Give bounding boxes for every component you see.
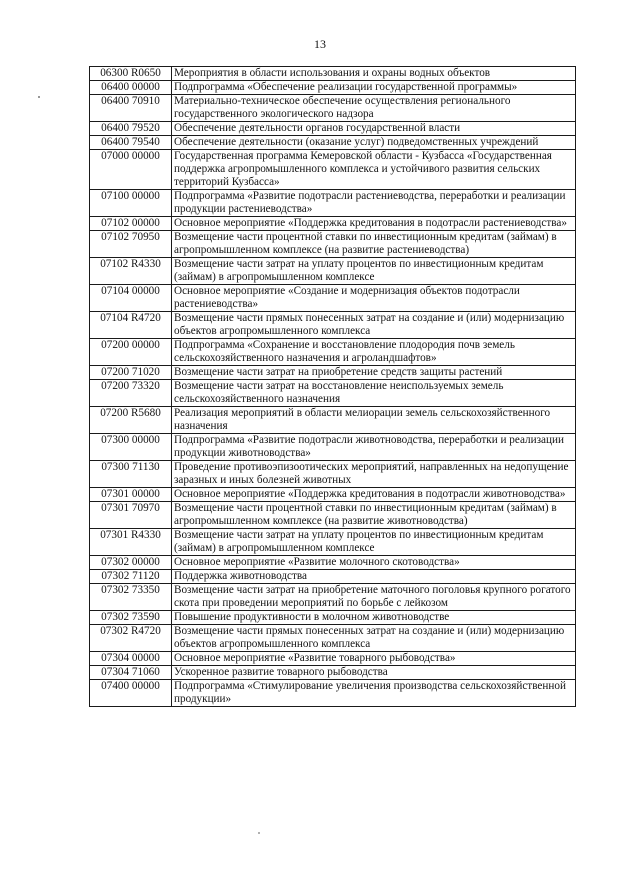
row-code: 07302 73590: [90, 611, 172, 625]
row-code: 07102 R4330: [90, 258, 172, 285]
row-name: Возмещение части прямых понесенных затрат на создание и (или) модернизацию объектов агропромышленного комплекса: [172, 312, 576, 339]
row-code: 07302 00000: [90, 556, 172, 570]
row-name: Основное мероприятие «Поддержка кредитования в подотрасли растениеводства»: [172, 217, 576, 231]
table-row: [90, 366, 576, 380]
row-name: Возмещение части процентной ставки по инвестиционным кредитам (займам) в агропромышленном комплексе (на развитие растениеводства): [172, 231, 576, 258]
table-row: [90, 380, 576, 407]
budget-classification-table: [89, 66, 576, 707]
table-row: [90, 231, 576, 258]
row-name: Подпрограмма «Обеспечение реализации государственной программы»: [172, 81, 576, 95]
table-row: [90, 81, 576, 95]
row-code: 07400 00000: [90, 680, 172, 707]
row-name: Основное мероприятие «Поддержка кредитования в подотрасли животноводства»: [172, 488, 576, 502]
table-row: [90, 150, 576, 190]
table-row: [90, 95, 576, 122]
table-row: [90, 584, 576, 611]
row-code: 07102 70950: [90, 231, 172, 258]
row-code: 07301 R4330: [90, 529, 172, 556]
row-name: Подпрограмма «Развитие подотрасли животноводства, переработки и реализации продукции животноводства»: [172, 434, 576, 461]
row-code: 07200 00000: [90, 339, 172, 366]
row-name: Возмещение части затрат на восстановление неиспользуемых земель сельскохозяйственного назначения: [172, 380, 576, 407]
table-row: [90, 136, 576, 150]
row-code: 06400 00000: [90, 81, 172, 95]
row-code: 07104 R4720: [90, 312, 172, 339]
row-name: Основное мероприятие «Развитие молочного скотоводства»: [172, 556, 576, 570]
table-row: [90, 217, 576, 231]
table-row: [90, 502, 576, 529]
table-row: [90, 625, 576, 652]
row-code: 07200 R5680: [90, 407, 172, 434]
row-code: 06400 79520: [90, 122, 172, 136]
page-number: 13: [314, 37, 326, 51]
table-row: [90, 529, 576, 556]
row-code: 07301 00000: [90, 488, 172, 502]
row-name: Возмещение части процентной ставки по инвестиционным кредитам (займам) в агропромышленном комплексе (на развитие животноводства): [172, 502, 576, 529]
row-name: Государственная программа Кемеровской области - Кузбасса «Государственная поддержка агропромышленного комплекса и устойчивого развития сельских территорий Кузбасса»: [172, 150, 576, 190]
table-row: [90, 122, 576, 136]
row-name: Подпрограмма «Стимулирование увеличения производства сельскохозяйственной продукции»: [172, 680, 576, 707]
row-name: Проведение противоэпизоотических мероприятий, направленных на недопущение заразных и иных болезней животных: [172, 461, 576, 488]
row-name: Подпрограмма «Сохранение и восстановление плодородия почв земель сельскохозяйственного назначения и агроландшафтов»: [172, 339, 576, 366]
table-row: [90, 258, 576, 285]
table-row: [90, 339, 576, 366]
table-row: [90, 611, 576, 625]
table-row: [90, 570, 576, 584]
row-name: Возмещение части прямых понесенных затрат на создание и (или) модернизацию объектов агропромышленного комплекса: [172, 625, 576, 652]
table-row: [90, 312, 576, 339]
row-code: 07300 71130: [90, 461, 172, 488]
scan-speck: [258, 832, 260, 834]
row-name: Подпрограмма «Развитие подотрасли растениеводства, переработки и реализации продукции растениеводства»: [172, 190, 576, 217]
row-code: 07104 00000: [90, 285, 172, 312]
table-row: [90, 434, 576, 461]
table-row: [90, 461, 576, 488]
row-name: Поддержка животноводства: [172, 570, 576, 584]
row-name: Реализация мероприятий в области мелиорации земель сельскохозяйственного назначения: [172, 407, 576, 434]
row-code: 06400 70910: [90, 95, 172, 122]
table-row: [90, 556, 576, 570]
table-row: [90, 407, 576, 434]
row-name: Повышение продуктивности в молочном животноводстве: [172, 611, 576, 625]
row-code: 07302 73350: [90, 584, 172, 611]
row-code: 07200 71020: [90, 366, 172, 380]
row-code: 07302 R4720: [90, 625, 172, 652]
row-code: 07100 00000: [90, 190, 172, 217]
row-name: Обеспечение деятельности (оказание услуг) подведомственных учреждений: [172, 136, 576, 150]
table-row: [90, 680, 576, 707]
table-row: [90, 190, 576, 217]
table-row: [90, 652, 576, 666]
table-row: [90, 67, 576, 81]
row-code: 07102 00000: [90, 217, 172, 231]
row-code: 07300 00000: [90, 434, 172, 461]
row-name: Возмещение части затрат на уплату процентов по инвестиционным кредитам (займам) в агропромышленном комплексе: [172, 529, 576, 556]
table-row: [90, 666, 576, 680]
row-name: Материально-техническое обеспечение осуществления регионального государственного экологического надзора: [172, 95, 576, 122]
row-name: Возмещение части затрат на приобретение маточного поголовья крупного рогатого скота при проведении мероприятий по борьбе с лейкозом: [172, 584, 576, 611]
row-code: 07304 71060: [90, 666, 172, 680]
row-code: 07302 71120: [90, 570, 172, 584]
row-name: Обеспечение деятельности органов государственной власти: [172, 122, 576, 136]
row-code: 07200 73320: [90, 380, 172, 407]
row-code: 06300 R0650: [90, 67, 172, 81]
row-code: 07304 00000: [90, 652, 172, 666]
table-row: [90, 285, 576, 312]
row-name: Ускоренное развитие товарного рыбоводства: [172, 666, 576, 680]
table-row: [90, 488, 576, 502]
row-name: Возмещение части затрат на приобретение средств защиты растений: [172, 366, 576, 380]
row-name: Мероприятия в области использования и охраны водных объектов: [172, 67, 576, 81]
scan-speck: [38, 96, 40, 98]
row-name: Основное мероприятие «Развитие товарного рыбоводства»: [172, 652, 576, 666]
row-code: 07000 00000: [90, 150, 172, 190]
row-name: Возмещение части затрат на уплату процентов по инвестиционным кредитам (займам) в агропромышленном комплексе: [172, 258, 576, 285]
row-code: 06400 79540: [90, 136, 172, 150]
row-code: 07301 70970: [90, 502, 172, 529]
row-name: Основное мероприятие «Создание и модернизация объектов подотрасли растениеводства»: [172, 285, 576, 312]
